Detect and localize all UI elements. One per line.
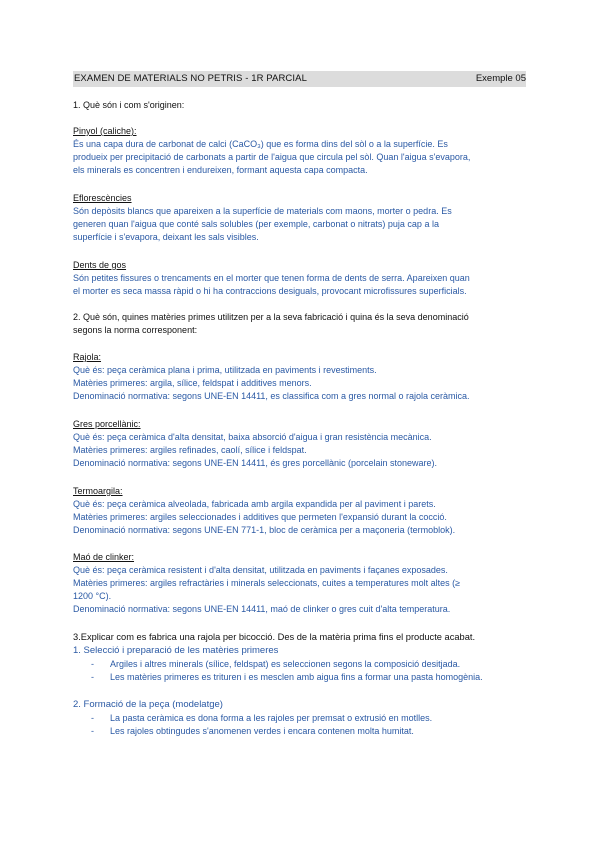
material-block-rajola bbox=[73, 351, 526, 403]
step-1-title: 1. Selecció i preparació de les matèries primeres bbox=[73, 645, 279, 656]
material-block-gres-porcellanic bbox=[73, 418, 526, 470]
step-1-list bbox=[91, 658, 521, 684]
exam-title: EXAMEN DE MATERIALS NO PETRIS - 1R PARCIAL bbox=[74, 73, 307, 84]
list-item: - Les rajoles obtingudes s'anomenen verdes i encara contenen molta humitat. bbox=[91, 726, 414, 736]
material-title: Termoargila: bbox=[73, 486, 123, 496]
list-item: - Les matèries primeres es trituren i es mesclen amb aigua fins a formar una pasta homogènia. bbox=[91, 672, 483, 682]
term-block-eflorescencies bbox=[73, 192, 526, 244]
material-block-termoargila bbox=[73, 485, 526, 537]
question-1: 1. Què són i com s'originen: bbox=[73, 100, 185, 110]
step-2-list bbox=[91, 712, 521, 738]
term-description: Són depòsits blancs que apareixen a la superfície de materials com maons, morter o pedra. Es generen quan l'aigua que conté sals solubles (per exemple, carbonat o nitrats) puja cap a la superfície i s'evapora, deixant les sals visibles. bbox=[73, 206, 452, 242]
material-description: Què és: peça ceràmica plana i prima, utilitzada en paviments i revestiments. Matèries primeres: argila, sílice, feldspat i additives menors. Denominació normativa: segons UNE-EN 14411, es classifica com a gres normal o rajola ceràmica. bbox=[73, 365, 470, 401]
term-title: Eflorescències bbox=[73, 193, 132, 203]
example-number: Exemple 05 bbox=[475, 73, 526, 84]
list-item: - La pasta ceràmica es dona forma a les rajoles per premsat o extrusió en motlles. bbox=[91, 713, 433, 723]
material-description: Què és: peça ceràmica d'alta densitat, baixa absorció d'aigua i gran resistència mecànica. Matèries primeres: argiles refinades, caolí, sílice i feldspat. Denominació normativa: segons UNE-EN 14411, és gres porcellànic (porcelain stoneware). bbox=[73, 432, 438, 468]
term-description: És una capa dura de carbonat de calci (CaCO₃) que es forma dins del sòl o a la superfície. Es produeix per precipitació de carbonats a partir de l'aigua que circula pel sòl. Quan l'aigua s'evapora, els minerals es concentren i endureixen, formant aquesta capa compacta. bbox=[73, 139, 471, 175]
material-title: Maó de clinker: bbox=[73, 552, 135, 562]
material-title: Rajola: bbox=[73, 352, 102, 362]
term-title: Dents de gos bbox=[73, 260, 127, 270]
term-description: Són petites fissures o trencaments en el morter que tenen forma de dents de serra. Apareixen quan el morter es seca massa ràpid o hi ha contraccions desiguals, provocant microfissures superficials. bbox=[73, 273, 470, 296]
material-description: Què és: peça ceràmica resistent i d'alta densitat, utilitzada en paviments i façanes exposades. Matèries primeres: argiles refractàries i minerals seleccionats, cuites a temperatures molt altes (≥ 1200 °C). Denominació normativa: segons UNE-EN 14411, maó de clinker o gres cuit d'alta temperatura. bbox=[73, 565, 461, 614]
term-title: Pinyol (caliche): bbox=[73, 126, 137, 136]
exam-header bbox=[73, 71, 526, 87]
term-block-dents-de-gos bbox=[73, 259, 526, 298]
term-block-pinyol bbox=[73, 125, 526, 177]
material-block-mao-de-clinker bbox=[73, 551, 526, 616]
question-2: 2. Què són, quines matèries primes utilitzen per a la seva fabricació i quina és la seva denominació segons la norma corresponent: bbox=[73, 312, 469, 335]
question-3: 3.Explicar com es fabrica una rajola per bicocció. Des de la matèria prima fins el producte acabat. bbox=[73, 632, 476, 642]
list-item: - Argiles i altres minerals (sílice, feldspat) es seleccionen segons la composició desitjada. bbox=[91, 659, 461, 669]
step-2-title: 2. Formació de la peça (modelatge) bbox=[73, 699, 223, 710]
material-title: Gres porcellànic: bbox=[73, 419, 141, 429]
material-description: Què és: peça ceràmica alveolada, fabricada amb argila expandida per al paviment i parets. Matèries primeres: argiles seleccionades i additives que permeten l'expansió durant la cocció. Denominació normativa: segons UNE-EN 771-1, bloc de ceràmica per a maçoneria (termoblok). bbox=[73, 499, 456, 535]
